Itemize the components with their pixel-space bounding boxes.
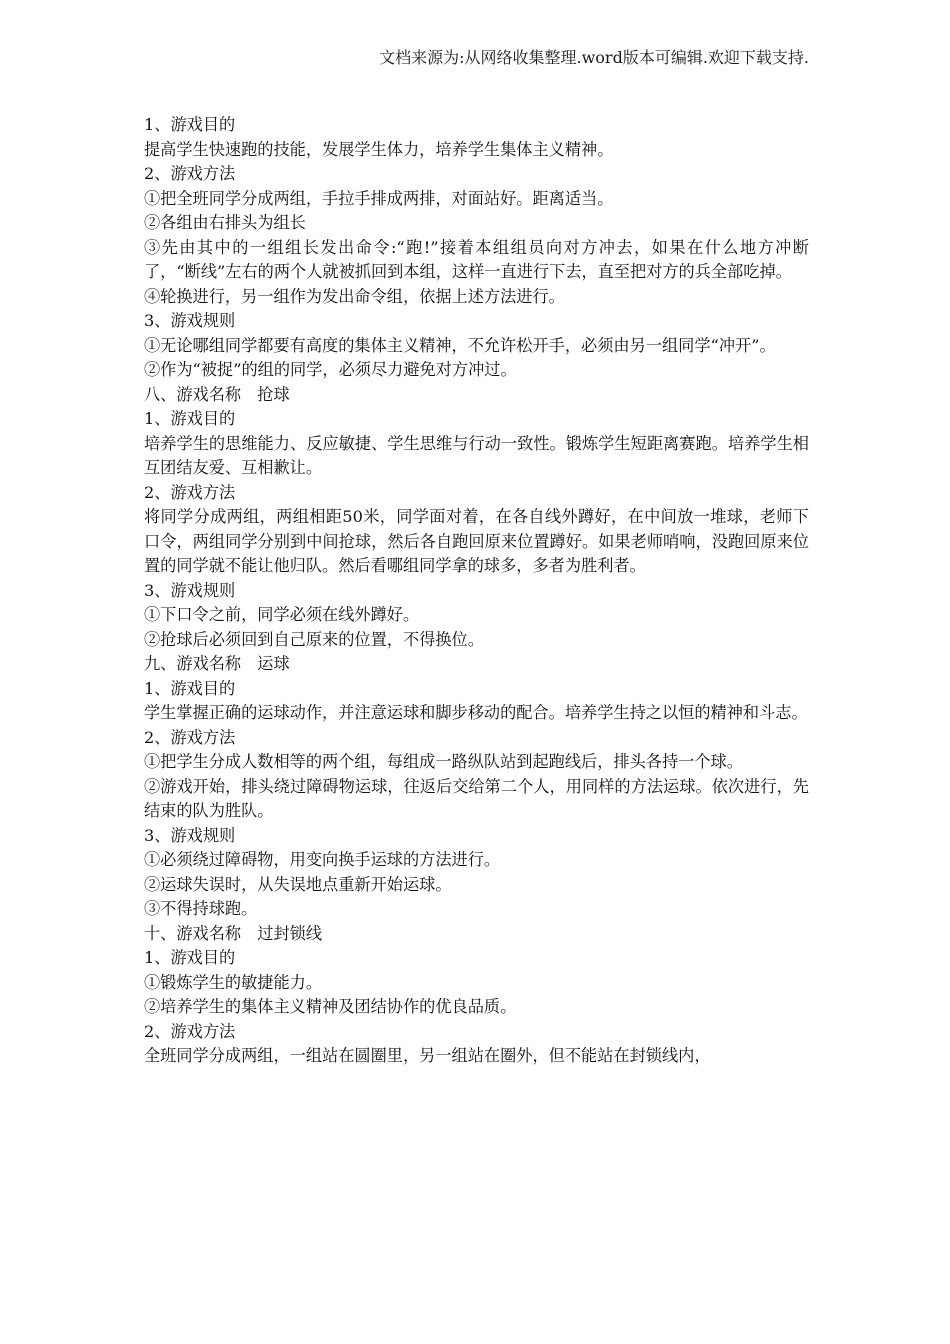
section-heading: 1、游戏目的 [144, 409, 236, 428]
section-heading: 1、游戏目的 [144, 948, 236, 967]
list-item: ②游戏开始，排头绕过障碍物运球，往返后交给第二个人，用同样的方法运球。依次进行，先结束的队为胜队。 [144, 776, 809, 820]
list-item: ①把学生分成人数相等的两个组，每组成一路纵队站到起跑线后，排头各持一个球。 [144, 752, 743, 771]
list-item: ③先由其中的一组组长发出命令:“跑!”接着本组组员向对方冲去，如果在什么地方冲断了，“断线”左右的两个人就被抓回到本组，这样一直进行下去，直至把对方的兵全部吃掉。 [144, 237, 809, 281]
game-title: 八、游戏名称 抢球 [144, 384, 290, 404]
list-item: ①下口令之前，同学必须在线外蹲好。 [144, 605, 420, 624]
section-heading: 2、游戏方法 [144, 727, 236, 747]
source-note: 文档来源为:从网络收集整理.word版本可编辑.欢迎下载支持. [379, 48, 809, 67]
paragraph: 提高学生快速跑的技能，发展学生体力，培养学生集体主义精神。 [144, 139, 614, 159]
section-heading: 3、游戏规则 [144, 311, 236, 330]
section-heading: 2、游戏方法 [144, 164, 236, 183]
list-item: ③不得持球跑。 [144, 899, 258, 918]
list-item: ①把全班同学分成两组，手拉手排成两排，对面站好。距离适当。 [144, 188, 614, 208]
section-heading: 1、游戏目的 [144, 678, 236, 698]
section-heading: 1、游戏目的 [144, 115, 236, 134]
list-item: ②运球失误时，从失误地点重新开始运球。 [144, 874, 452, 894]
game-title: 十、游戏名称 过封锁线 [144, 923, 323, 943]
section-heading: 3、游戏规则 [144, 580, 236, 600]
game-title: 九、游戏名称 运球 [144, 654, 290, 673]
list-item: ①无论哪组同学都要有高度的集体主义精神，不允许松开手，必须由另一组同学“冲开”。 [144, 335, 776, 355]
paragraph: 学生掌握正确的运球动作，并注意运球和脚步移动的配合。培养学生持之以恒的精神和斗志。 [144, 703, 808, 722]
list-item: ②抢球后必须回到自己原来的位置，不得换位。 [144, 629, 484, 649]
list-item: ②各组由右排头为组长 [144, 213, 306, 232]
section-heading: 2、游戏方法 [144, 1021, 236, 1041]
document-body [144, 113, 809, 1069]
list-item: ④轮换进行，另一组作为发出命令组，依据上述方法进行。 [144, 286, 565, 306]
section-heading: 2、游戏方法 [144, 482, 236, 502]
paragraph: 将同学分成两组，两组相距50米，同学面对着，在各自线外蹲好，在中间放一堆球，老师下口令，两组同学分别到中间抢球，然后各自跑回原来位置蹲好。如果老师哨响，没跑回原来位置的同学就不能让他归队。然后看哪组同学拿的球多，多者为胜利者。 [144, 507, 809, 575]
list-item: ②培养学生的集体主义精神及团结协作的优良品质。 [144, 997, 517, 1016]
paragraph: 培养学生的思维能力、反应敏捷、学生思维与行动一致性。锻炼学生短距离赛跑。培养学生相互团结友爱、互相歉让。 [144, 433, 809, 477]
list-item: ①锻炼学生的敏捷能力。 [144, 972, 323, 992]
list-item: ①必须绕过障碍物，用变向换手运球的方法进行。 [144, 850, 501, 869]
paragraph: 全班同学分成两组，一组站在圆圈里，另一组站在圈外，但不能站在封锁线内， [144, 1046, 711, 1065]
list-item: ②作为“被捉”的组的同学，必须尽力避免对方冲过。 [144, 360, 517, 379]
section-heading: 3、游戏规则 [144, 825, 236, 845]
